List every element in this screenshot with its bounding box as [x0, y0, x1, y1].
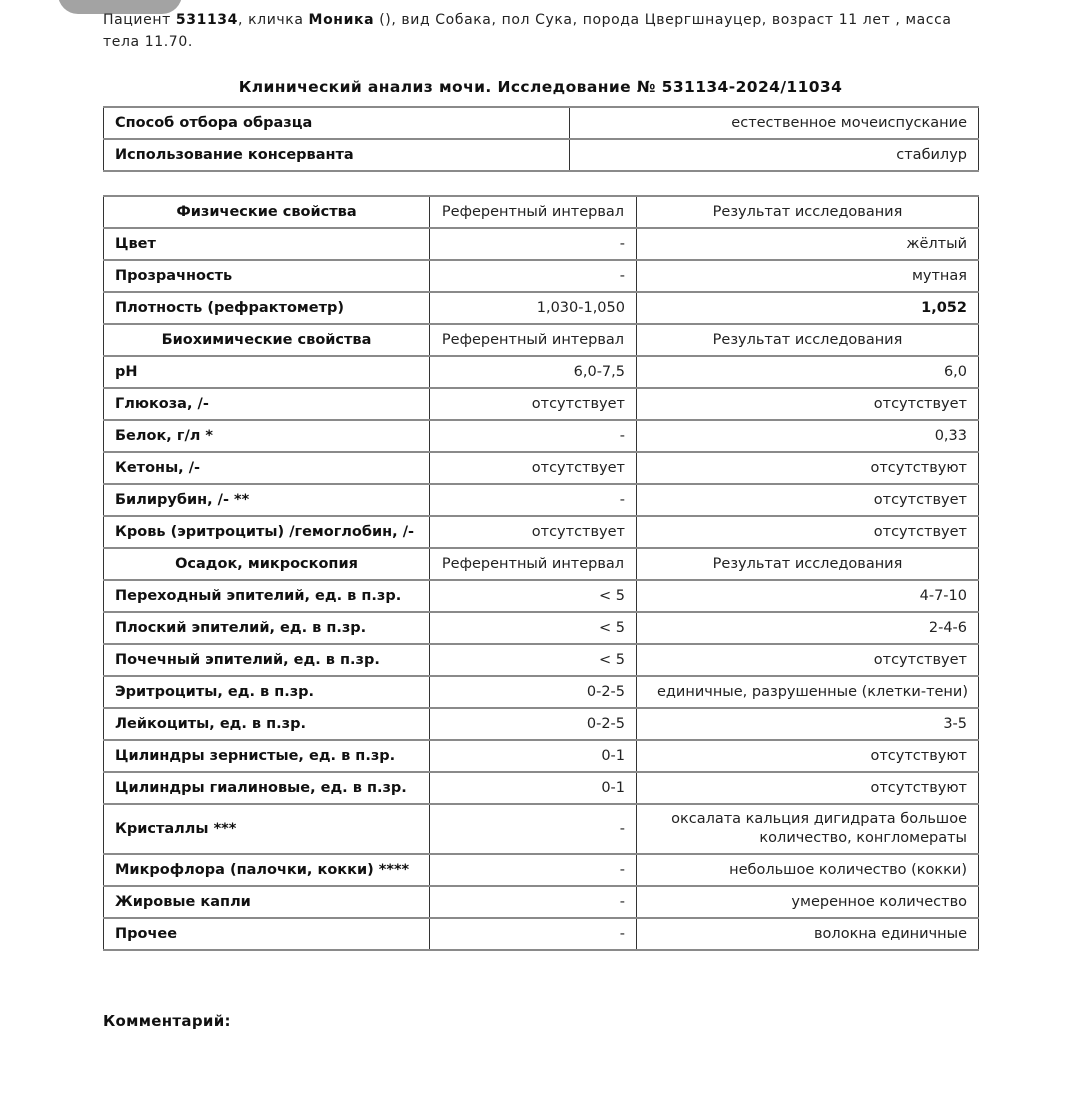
param-name: Кетоны, /- [104, 452, 430, 484]
preservative-value: стабилур [570, 139, 979, 171]
param-result: отсутствует [637, 484, 979, 516]
table-row [104, 388, 979, 420]
param-result: 4-7-10 [637, 580, 979, 612]
param-result: волокна единичные [637, 918, 979, 950]
table-row [104, 708, 979, 740]
param-ref: - [430, 804, 637, 854]
table-row [104, 676, 979, 708]
section-header [104, 196, 979, 228]
patient-info [103, 9, 978, 53]
table-row [104, 772, 979, 804]
param-ref: 0-2-5 [430, 676, 637, 708]
param-result: оксалата кальция дигидрата большое количество, конгломераты [637, 804, 979, 854]
nick-label: , кличка [237, 12, 309, 28]
param-name: Кристаллы *** [104, 804, 430, 854]
param-name: Жировые капли [104, 886, 430, 918]
table-row [104, 854, 979, 886]
param-ref: - [430, 228, 637, 260]
param-name: pH [104, 356, 430, 388]
section-header [104, 324, 979, 356]
sampling-table [103, 106, 979, 172]
page-title: Клинический анализ мочи. Исследование № 531134-2024/11034 [238, 78, 843, 96]
section-title: Осадок, микроскопия [104, 548, 430, 580]
table-row [104, 107, 979, 139]
param-result: отсутствуют [637, 772, 979, 804]
param-result: отсутствует [637, 644, 979, 676]
param-result: отсутствует [637, 388, 979, 420]
param-name: Глюкоза, /- [104, 388, 430, 420]
param-name: Плоский эпителий, ед. в п.зр. [104, 612, 430, 644]
param-ref: - [430, 420, 637, 452]
patient-label: Пациент [103, 12, 176, 28]
param-name: Лейкоциты, ед. в п.зр. [104, 708, 430, 740]
param-name: Микрофлора (палочки, кокки) **** [104, 854, 430, 886]
table-row [104, 886, 979, 918]
param-ref: < 5 [430, 580, 637, 612]
param-ref: отсутствует [430, 516, 637, 548]
table-row [104, 452, 979, 484]
param-name: Почечный эпителий, ед. в п.зр. [104, 644, 430, 676]
param-ref: - [430, 854, 637, 886]
param-ref: - [430, 260, 637, 292]
param-ref: 0-1 [430, 772, 637, 804]
param-result: отсутствуют [637, 740, 979, 772]
results-table [103, 195, 979, 951]
table-row [104, 516, 979, 548]
table-row [104, 420, 979, 452]
param-ref: - [430, 918, 637, 950]
param-name: Цилиндры гиалиновые, ед. в п.зр. [104, 772, 430, 804]
column-header-ref: Референтный интервал [430, 324, 637, 356]
param-ref: - [430, 484, 637, 516]
table-row [104, 260, 979, 292]
param-ref: 0-2-5 [430, 708, 637, 740]
patient-details: (), вид Собака, пол Сука, порода Цвергшнауцер, возраст 11 лет , масса тела 11.70. [103, 12, 952, 50]
table-row [104, 228, 979, 260]
sampling-method-label: Способ отбора образца [104, 107, 570, 139]
param-name: Эритроциты, ед. в п.зр. [104, 676, 430, 708]
sampling-method-value: естественное мочеиспускание [570, 107, 979, 139]
param-name: Плотность (рефрактометр) [104, 292, 430, 324]
param-result: 3-5 [637, 708, 979, 740]
patient-id: 531134 [175, 12, 238, 28]
table-row [104, 292, 979, 324]
param-ref: 0-1 [430, 740, 637, 772]
table-row [104, 580, 979, 612]
param-result: 2-4-6 [637, 612, 979, 644]
column-header-ref: Референтный интервал [430, 548, 637, 580]
param-result: небольшое количество (кокки) [637, 854, 979, 886]
param-ref: отсутствует [430, 452, 637, 484]
table-row [104, 139, 979, 171]
param-name: Цилиндры зернистые, ед. в п.зр. [104, 740, 430, 772]
table-row [104, 484, 979, 516]
param-result: умеренное количество [637, 886, 979, 918]
param-name: Кровь (эритроциты) /гемоглобин, /- [104, 516, 430, 548]
table-row [104, 356, 979, 388]
section-header [104, 548, 979, 580]
param-name: Прочее [104, 918, 430, 950]
param-result: отсутствуют [637, 452, 979, 484]
param-result: мутная [637, 260, 979, 292]
patient-nick: Моника [308, 12, 375, 28]
param-result: 0,33 [637, 420, 979, 452]
table-row [104, 918, 979, 950]
table-row [104, 740, 979, 772]
param-result: отсутствует [637, 516, 979, 548]
column-header-ref: Референтный интервал [430, 196, 637, 228]
param-ref: - [430, 886, 637, 918]
param-name: Переходный эпителий, ед. в п.зр. [104, 580, 430, 612]
param-ref: отсутствует [430, 388, 637, 420]
param-ref: < 5 [430, 644, 637, 676]
param-ref: 6,0-7,5 [430, 356, 637, 388]
param-ref: < 5 [430, 612, 637, 644]
param-name: Белок, г/л * [104, 420, 430, 452]
preservative-label: Использование консерванта [104, 139, 570, 171]
param-result: 1,052 [637, 292, 979, 324]
param-result: единичные, разрушенные (клетки-тени) [637, 676, 979, 708]
column-header-result: Результат исследования [637, 324, 979, 356]
param-name: Билирубин, /- ** [104, 484, 430, 516]
section-title: Физические свойства [104, 196, 430, 228]
param-name: Прозрачность [104, 260, 430, 292]
param-result: жёлтый [637, 228, 979, 260]
param-ref: 1,030-1,050 [430, 292, 637, 324]
section-title: Биохимические свойства [104, 324, 430, 356]
param-result: 6,0 [637, 356, 979, 388]
table-row [104, 804, 979, 854]
column-header-result: Результат исследования [637, 196, 979, 228]
comment-label: Комментарий: [103, 1012, 231, 1030]
column-header-result: Результат исследования [637, 548, 979, 580]
table-row [104, 612, 979, 644]
param-name: Цвет [104, 228, 430, 260]
table-row [104, 644, 979, 676]
